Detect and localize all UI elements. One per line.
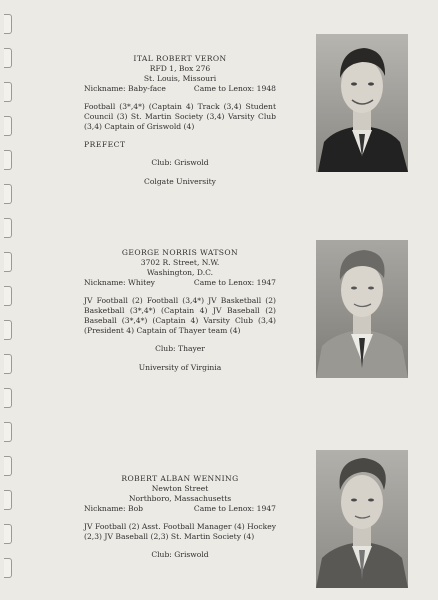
student-photo-veron	[316, 34, 408, 172]
nickname-row	[84, 504, 276, 514]
binding-hole	[4, 524, 12, 544]
student-photo-wenning	[316, 450, 408, 588]
student-address-line1: 3702 R. Street, N.W.	[140, 258, 220, 267]
student-address-line2: Washington, D.C.	[146, 268, 214, 277]
binding-hole	[4, 48, 12, 68]
student-entry-veron	[84, 54, 276, 187]
student-college: University of Virginia	[138, 363, 222, 372]
binding-hole	[4, 320, 12, 340]
binding-hole	[4, 150, 12, 170]
student-activities: JV Football (2) Asst. Football Manager (4) Hockey (2,3) JV Baseball (2,3) St. Martin Society (4)	[84, 522, 276, 541]
student-address-line1: Newton Street	[151, 484, 209, 493]
binding-hole	[4, 354, 12, 374]
student-address-line1: RFD 1, Box 276	[149, 64, 211, 73]
nickname-row	[84, 84, 276, 94]
came-to-lenox: Came to Lenox: 1947	[193, 278, 276, 287]
binding-hole	[4, 456, 12, 476]
binding-hole	[4, 116, 12, 136]
student-photo-watson	[316, 240, 408, 378]
binding-hole	[4, 82, 12, 102]
student-name: GEORGE NORRIS WATSON	[121, 248, 239, 257]
student-club: Club: Griswold	[151, 550, 209, 559]
student-activities: Football (3*,4*) (Captain 4) Track (3,4) Student Council (3) St. Martin Society (3,4) Varsity Club (3,4) Captain of Griswold (4)	[84, 102, 276, 131]
binding-hole	[4, 286, 12, 306]
binding-hole	[4, 252, 12, 272]
binding-hole	[4, 422, 12, 442]
student-entry-watson	[84, 248, 276, 373]
nickname-row	[84, 278, 276, 288]
student-nickname: Nickname: Whitey	[84, 278, 155, 287]
binding-hole	[4, 558, 12, 578]
came-to-lenox: Came to Lenox: 1948	[193, 84, 276, 93]
binding-hole	[4, 218, 12, 238]
student-address-line2: St. Louis, Missouri	[143, 74, 217, 83]
binding-hole	[4, 14, 12, 34]
student-entry-wenning	[84, 474, 276, 560]
student-name: ROBERT ALBAN WENNING	[121, 474, 239, 483]
student-activities: JV Football (2) Football (3,4*) JV Basketball (2) Basketball (3*,4*) (Captain 4) JV Baseball (2) Baseball (3*,4*) (Captain 4) Varsity Club (3,4) (President 4) Captain of Thayer team (4)	[84, 296, 276, 335]
student-address-line2: Northboro, Massachusetts	[128, 494, 232, 503]
student-nickname: Nickname: Baby-face	[84, 84, 166, 93]
spiral-binding	[0, 0, 18, 600]
student-club: Club: Griswold	[151, 158, 209, 167]
binding-hole	[4, 184, 12, 204]
student-club: Club: Thayer	[155, 344, 205, 353]
student-college: Colgate University	[144, 177, 216, 186]
student-honor: PREFECT	[84, 140, 126, 149]
binding-hole	[4, 490, 12, 510]
student-nickname: Nickname: Bob	[84, 504, 144, 513]
binding-hole	[4, 388, 12, 408]
student-name: ITAL ROBERT VERON	[133, 54, 227, 63]
came-to-lenox: Came to Lenox: 1947	[193, 504, 276, 513]
